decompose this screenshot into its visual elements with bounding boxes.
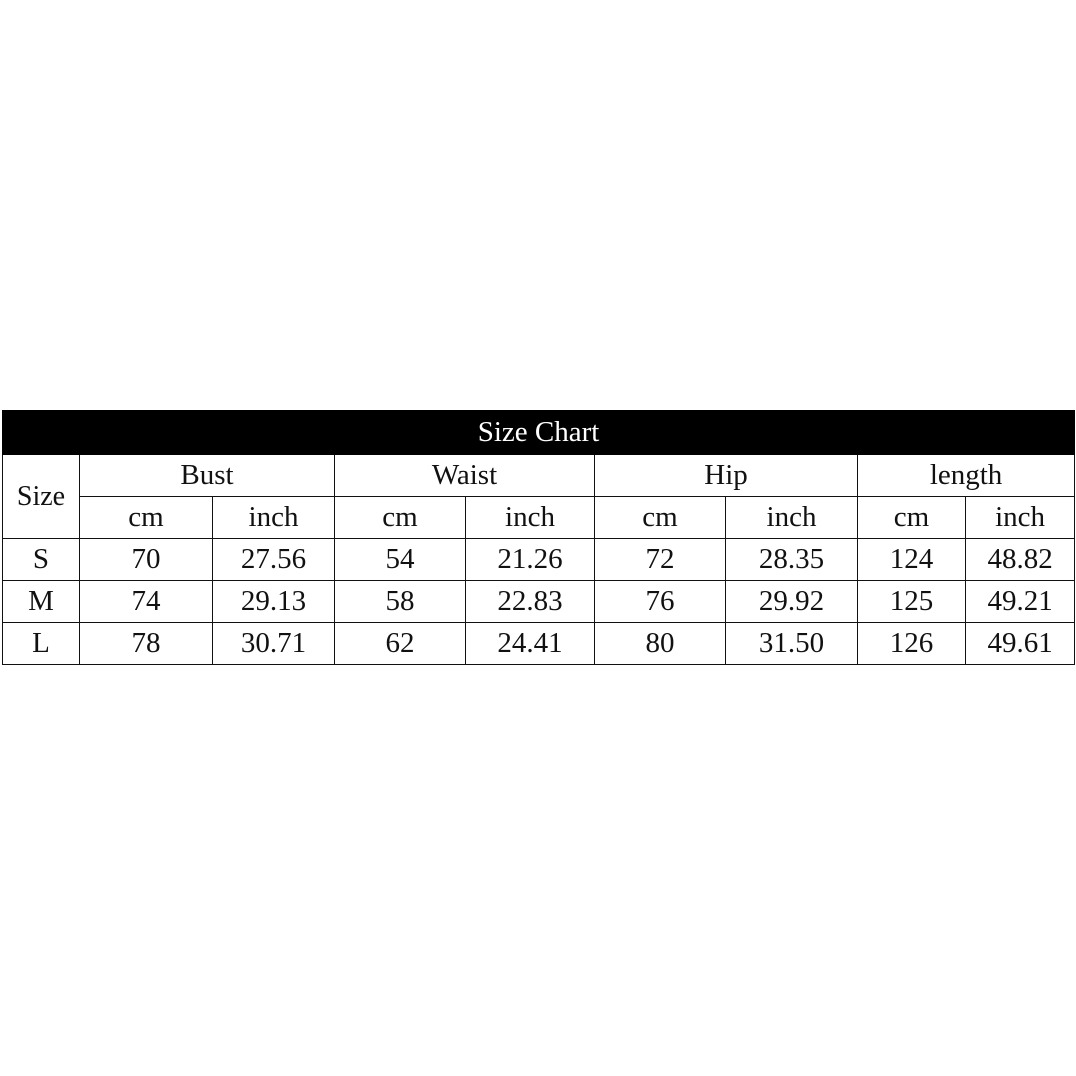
size-column-header: Size	[3, 455, 80, 539]
table-cell: 21.26	[466, 539, 595, 581]
table-cell: 30.71	[213, 623, 335, 665]
table-cell: 78	[80, 623, 213, 665]
table-cell: 74	[80, 581, 213, 623]
unit-header: inch	[726, 497, 858, 539]
size-chart-table	[2, 410, 1075, 665]
group-header-row	[3, 455, 1075, 497]
unit-header: inch	[966, 497, 1075, 539]
table-cell: 29.92	[726, 581, 858, 623]
table-cell: 76	[595, 581, 726, 623]
table-cell: 29.13	[213, 581, 335, 623]
unit-header-row	[3, 497, 1075, 539]
table-row	[3, 623, 1075, 665]
group-header-waist: Waist	[335, 455, 595, 497]
table-cell: 49.61	[966, 623, 1075, 665]
size-cell: L	[3, 623, 80, 665]
unit-header: cm	[335, 497, 466, 539]
size-cell: M	[3, 581, 80, 623]
table-cell: 72	[595, 539, 726, 581]
title-row	[3, 411, 1075, 455]
table-cell: 24.41	[466, 623, 595, 665]
table-cell: 58	[335, 581, 466, 623]
unit-header: cm	[80, 497, 213, 539]
chart-title: Size Chart	[3, 411, 1075, 455]
group-header-hip: Hip	[595, 455, 858, 497]
table-row	[3, 539, 1075, 581]
unit-header: inch	[213, 497, 335, 539]
unit-header: inch	[466, 497, 595, 539]
table-cell: 54	[335, 539, 466, 581]
table-cell: 62	[335, 623, 466, 665]
table-cell: 125	[858, 581, 966, 623]
table-cell: 31.50	[726, 623, 858, 665]
table-cell: 27.56	[213, 539, 335, 581]
table-row	[3, 581, 1075, 623]
unit-header: cm	[595, 497, 726, 539]
unit-header: cm	[858, 497, 966, 539]
table-cell: 70	[80, 539, 213, 581]
size-cell: S	[3, 539, 80, 581]
table-cell: 124	[858, 539, 966, 581]
table-cell: 49.21	[966, 581, 1075, 623]
group-header-bust: Bust	[80, 455, 335, 497]
group-header-length: length	[858, 455, 1075, 497]
table-cell: 48.82	[966, 539, 1075, 581]
table-cell: 28.35	[726, 539, 858, 581]
table-cell: 80	[595, 623, 726, 665]
table-cell: 22.83	[466, 581, 595, 623]
table-cell: 126	[858, 623, 966, 665]
